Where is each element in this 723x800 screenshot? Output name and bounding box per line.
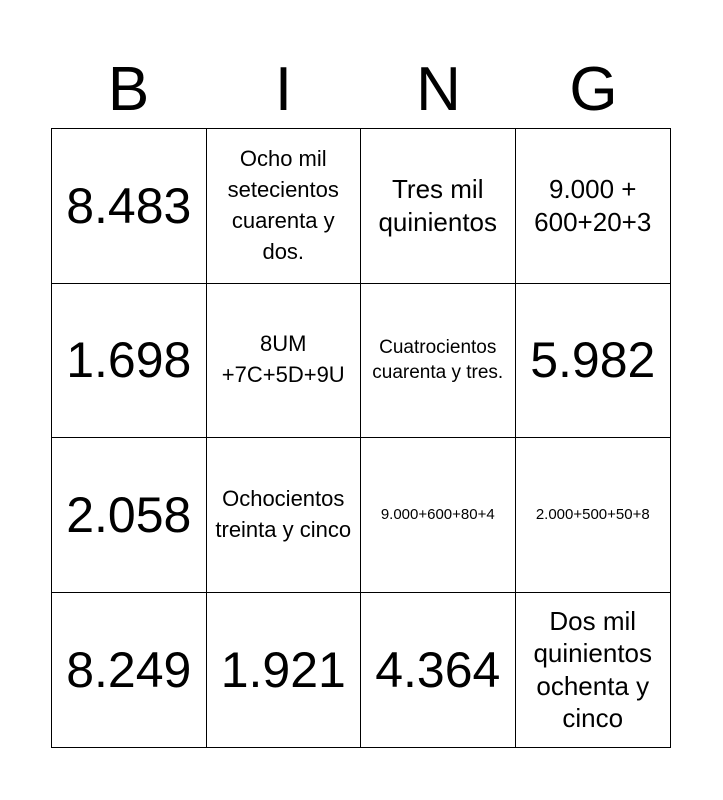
bingo-cell[interactable] [361, 593, 516, 748]
bingo-cell[interactable] [207, 129, 362, 284]
cell-text: Dos mil quinientos ochenta y cinco [533, 605, 653, 734]
header-letter-g: G [569, 55, 618, 124]
bingo-cell[interactable] [516, 129, 671, 284]
cell-text: 2.000+500+50+8 [535, 505, 650, 523]
bingo-board [51, 128, 671, 748]
bingo-header [51, 52, 671, 128]
cell-text: 8UM +7C+5D+9U [221, 331, 345, 388]
cell-text: Ochocientos treinta y cinco [215, 485, 352, 542]
header-letter-b: B [107, 55, 150, 124]
cell-text: 8.249 [66, 641, 192, 698]
bingo-cell[interactable] [516, 284, 671, 439]
bingo-cell[interactable] [207, 284, 362, 439]
cell-text: 2.058 [66, 486, 192, 543]
bingo-cell[interactable] [207, 438, 362, 593]
bingo-cell[interactable] [52, 284, 207, 439]
bingo-cell[interactable] [361, 438, 516, 593]
bingo-cell[interactable] [361, 129, 516, 284]
bingo-cell[interactable] [516, 438, 671, 593]
header-letter-n: N [416, 55, 461, 124]
header-letter-i: I [274, 55, 293, 124]
cell-text: 9.000 + 600+20+3 [534, 174, 652, 237]
cell-text: 1.921 [220, 641, 346, 698]
bingo-cell[interactable] [207, 593, 362, 748]
bingo-cell[interactable] [516, 593, 671, 748]
cell-text: 8.483 [66, 177, 192, 234]
cell-text: 9.000+600+80+4 [380, 505, 495, 523]
cell-text: 4.364 [375, 641, 501, 698]
cell-text: 5.982 [530, 332, 656, 388]
bingo-cell[interactable] [52, 438, 207, 593]
cell-text: Cuatrocientos cuarenta y tres. [372, 336, 504, 384]
bingo-cell[interactable] [361, 284, 516, 439]
bingo-cell[interactable] [52, 593, 207, 748]
bingo-cell[interactable] [52, 129, 207, 284]
cell-text: Ocho mil setecientos cuarenta y dos. [227, 146, 339, 264]
cell-text: Tres mil quinientos [378, 174, 498, 237]
cell-text: 1.698 [66, 332, 192, 388]
